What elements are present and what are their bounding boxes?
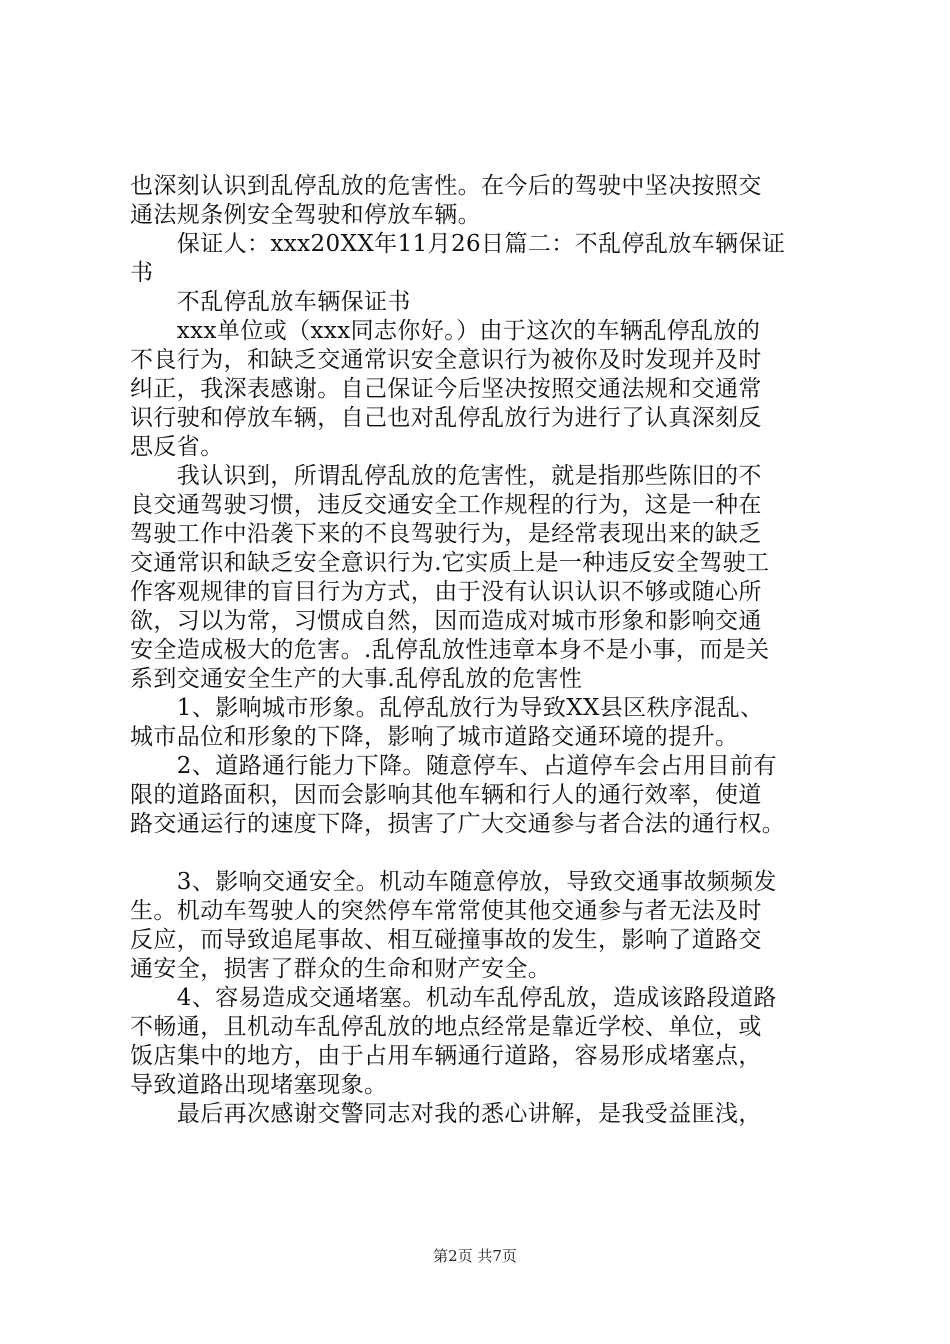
text-line: 我认识到，所谓乱停乱放的危害性，就是指那些陈旧的不: [130, 463, 762, 489]
text-line: 保证人：xxx20XX年11月26日篇二：不乱停乱放车辆保证: [130, 231, 786, 257]
text-line: 城市品位和形象的下降，影响了城市道路交通环境的提升。: [130, 724, 739, 750]
text-line: 不良行为，和缺乏交通常识安全意识行为被你及时发现并及时: [130, 347, 762, 373]
text-line: 生。机动车驾驶人的突然停车常常使其他交通参与者无法及时: [130, 898, 762, 924]
text-line: 最后再次感谢交警同志对我的悉心讲解，是我受益匪浅，: [130, 1101, 762, 1127]
text-line: 纠正，我深表感谢。自己保证今后坚决按照交通法规和交通常: [130, 376, 762, 402]
text-line: 交通常识和缺乏安全意识行为.它实质上是一种违反安全驾驶工: [130, 550, 770, 576]
text-line: 饭店集中的地方，由于占用车辆通行道路，容易形成堵塞点，: [130, 1043, 762, 1069]
text-line: 1、影响城市形象。乱停乱放行为导致XX县区秩序混乱、: [130, 695, 764, 721]
text-line: 思反省。: [130, 434, 224, 460]
text-line: 安全造成极大的危害。.乱停乱放性违章本身不是小事，而是关: [130, 637, 770, 663]
text-line: 不畅通，且机动车乱停乱放的地点经常是靠近学校、单位，或: [130, 1014, 762, 1040]
text-line: 通法规条例安全驾驶和停放车辆。: [130, 202, 481, 228]
text-line: 良交通驾驶习惯，违反交通安全工作规程的行为，这是一种在: [130, 492, 762, 518]
section-title: 不乱停乱放车辆保证书: [130, 289, 411, 315]
blank-line: [130, 839, 842, 868]
text-line: 驾驶工作中沿袭下来的不良驾驶行为，是经常表现出来的缺乏: [130, 521, 762, 547]
text-line: 路交通运行的速度下降，损害了广大交通参与者合法的通行权。: [130, 811, 786, 837]
text-line: xxx单位或（xxx同志你好。）由于这次的车辆乱停乱放的: [130, 318, 761, 344]
text-line: 书: [130, 260, 154, 286]
text-line: 4、容易造成交通堵塞。机动车乱停乱放，造成该路段道路: [130, 985, 777, 1011]
text-line: 2、道路通行能力下降。随意停车、占道停车会占用目前有: [130, 753, 777, 779]
document-body: [130, 172, 842, 1129]
text-line: 欲，习以为常，习惯成自然，因而造成对城市形象和影响交通: [130, 608, 762, 634]
text-line: 反应，而导致追尾事故、相互碰撞事故的发生，影响了道路交: [130, 927, 762, 953]
text-line: 也深刻认识到乱停乱放的危害性。在今后的驾驶中坚决按照交: [130, 173, 762, 199]
text-line: 识行驶和停放车辆，自己也对乱停乱放行为进行了认真深刻反: [130, 405, 762, 431]
page-number-footer: 第2页 共7页: [433, 1247, 517, 1265]
text-line: 系到交通安全生产的大事.乱停乱放的危害性: [130, 666, 583, 692]
text-line: 限的道路面积，因而会影响其他车辆和行人的通行效率，使道: [130, 782, 762, 808]
text-line: 3、影响交通安全。机动车随意停放，导致交通事故频频发: [130, 869, 777, 895]
text-line: 导致道路出现堵塞现象。: [130, 1072, 388, 1098]
text-line: 通安全，损害了群众的生命和财产安全。: [130, 956, 552, 982]
text-line: 作客观规律的盲目行为方式，由于没有认识认识不够或随心所: [130, 579, 762, 605]
